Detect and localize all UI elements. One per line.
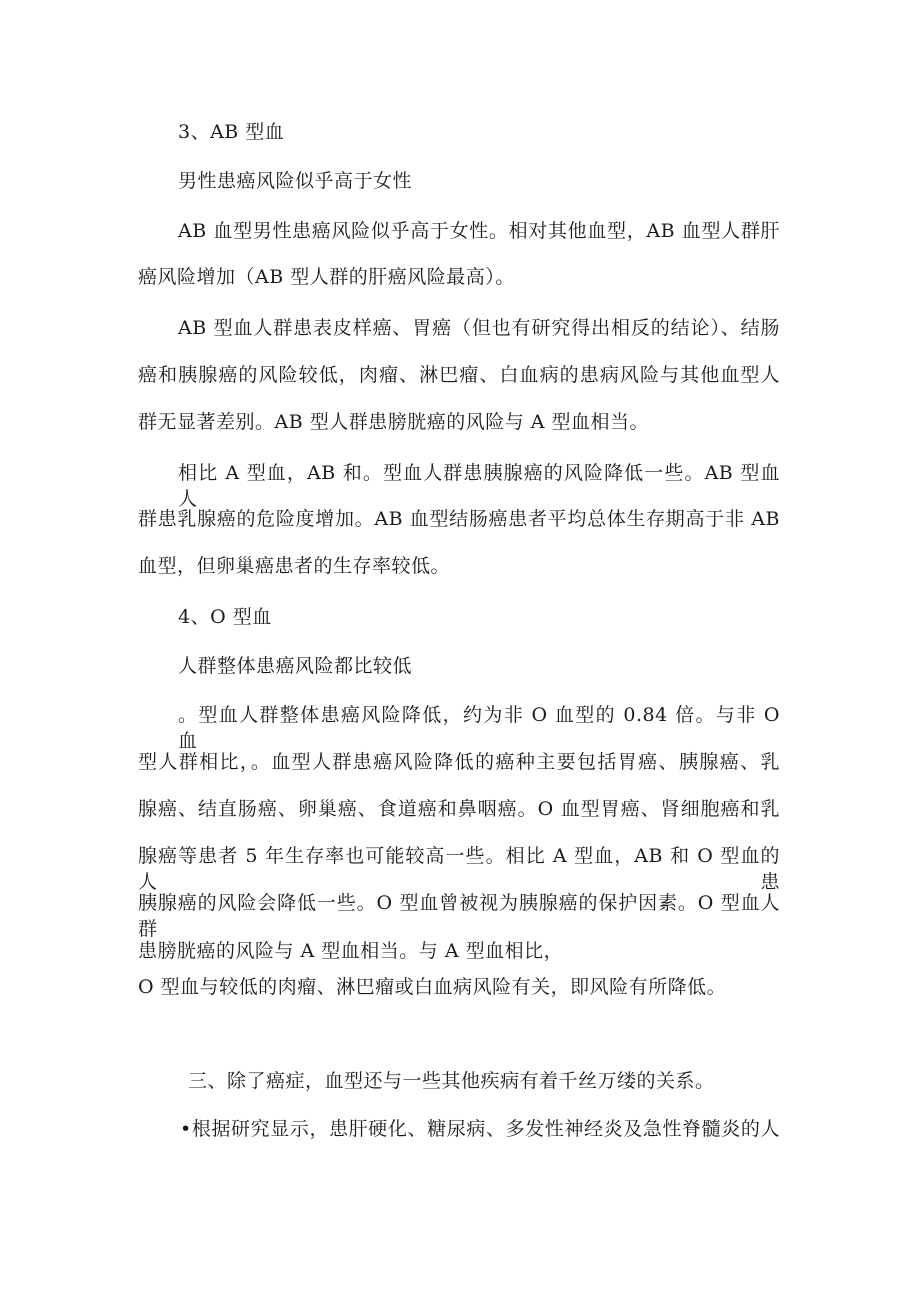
o-paragraph-line-4: 腺癌等患者 5 年生存率也可能较高一些。相比 A 型血，AB 和 O 型血的人患: [138, 845, 780, 893]
o-paragraph-line-7: O 型血与较低的肉瘤、淋巴瘤或白血病风险有关，即风险有所降低。: [138, 976, 727, 998]
section-ab-subheading: 男性患癌风险似乎高于女性: [178, 170, 413, 192]
ab-paragraph-2-line-3: 群无显著差别。AB 型人群患膀胱癌的风险与 A 型血相当。: [138, 411, 650, 433]
section-three-heading: 三、除了癌症，血型还与一些其他疾病有着千丝万缕的关系。: [188, 1070, 715, 1092]
section-o-heading: 4、O 型血: [178, 606, 272, 628]
ab-paragraph-1-line-2: 癌风险增加（AB 型人群的肝癌风险最高）。: [138, 266, 515, 288]
ab-paragraph-3-line-1: 相比 A 型血，AB 和。型血人群患胰腺癌的风险降低一些。AB 型血人: [178, 462, 780, 510]
ab-paragraph-3-line-3: 血型，但卵巢癌患者的生存率较低。: [138, 555, 451, 577]
bullet-line-1: •根据研究显示，患肝硬化、糖尿病、多发性神经炎及急性脊髓炎的人: [180, 1118, 780, 1140]
o-paragraph-line-5: 胰腺癌的风险会降低一些。O 型血曾被视为胰腺癌的保护因素。O 型血人群: [138, 892, 780, 940]
o-paragraph-line-3: 腺癌、结直肠癌、卵巢癌、食道癌和鼻咽癌。O 血型胃癌、肾细胞癌和乳: [138, 798, 780, 820]
section-o-subheading: 人群整体患癌风险都比较低: [178, 655, 413, 677]
section-ab-heading: 3、AB 型血: [178, 121, 285, 143]
o-paragraph-line-2: 型人群相比，。血型人群患癌风险降低的癌种主要包括胃癌、胰腺癌、乳: [138, 751, 780, 773]
ab-paragraph-1-line-1: AB 血型男性患癌风险似乎高于女性。相对其他血型，AB 血型人群肝: [178, 220, 780, 242]
o-paragraph-line-1: 。型血人群整体患癌风险降低，约为非 O 血型的 0.84 倍。与非 O 血: [178, 704, 780, 752]
ab-paragraph-2-line-2: 癌和胰腺癌的风险较低，肉瘤、淋巴瘤、白血病的患病风险与其他血型人: [138, 364, 780, 386]
ab-paragraph-2-line-1: AB 型血人群患表皮样癌、胃癌（但也有研究得出相反的结论）、结肠: [178, 317, 780, 339]
o-paragraph-line-6: 患膀胱癌的风险与 A 型血相当。与 A 型血相比，: [138, 940, 564, 962]
ab-paragraph-3-line-2: 群患乳腺癌的危险度增加。AB 血型结肠癌患者平均总体生存期高于非 AB: [138, 508, 780, 530]
